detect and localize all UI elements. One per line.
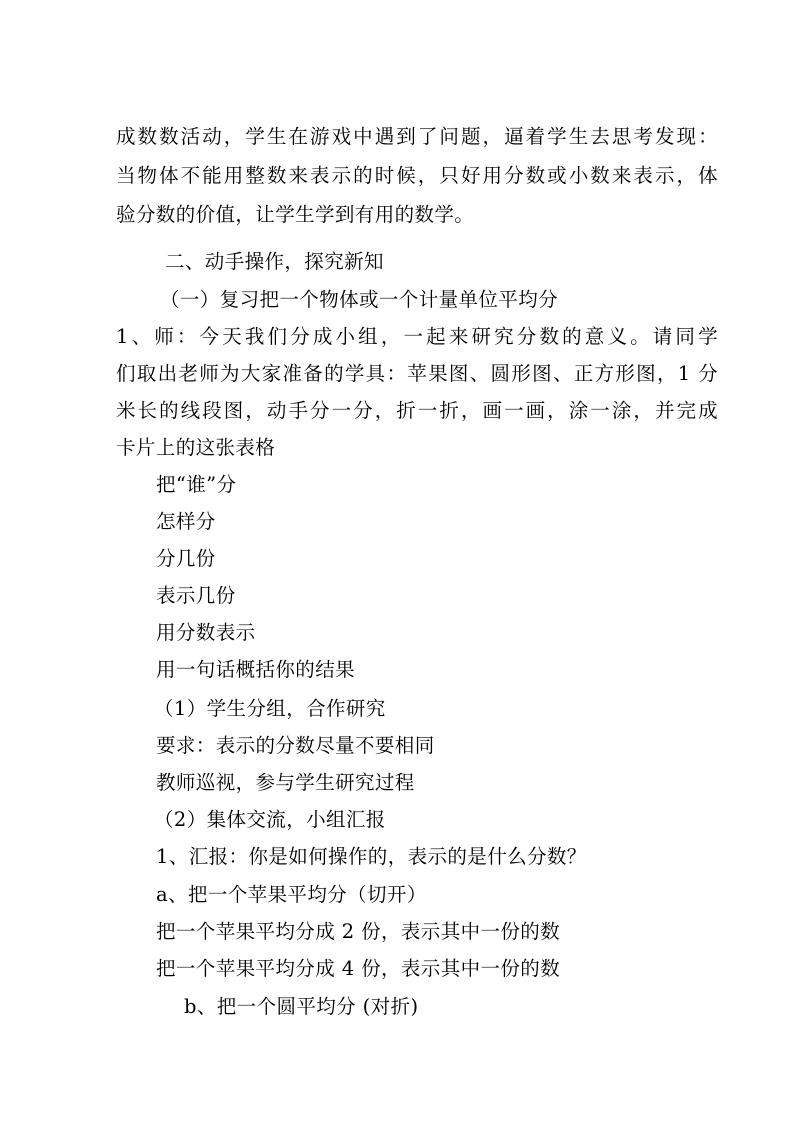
- paragraph-line: 1、师：今天我们分成小组，一起来研究分数的意义。请同学: [116, 325, 718, 348]
- paragraph-line: 成数数活动，学生在游戏中遇到了问题，逼着学生去思考发现：: [116, 125, 718, 148]
- paragraph-line: 卡片上的这张表格: [116, 436, 276, 459]
- paragraph-line: 当物体不能用整数来表示的时候，只好用分数或小数来表示，体: [116, 164, 718, 187]
- table-field-label: 用一句话概括你的结果: [156, 658, 356, 681]
- paragraph-line: 验分数的价值，让学生学到有用的数学。: [116, 203, 475, 226]
- paragraph-line: 把一个苹果平均分成 4 份，表示其中一份的数: [156, 957, 561, 980]
- paragraph-line: 把一个苹果平均分成 2 份，表示其中一份的数: [156, 920, 561, 943]
- paragraph-line: 要求：表示的分数尽量不要相同: [156, 734, 435, 757]
- paragraph-line: b、把一个圆平均分 (对折): [184, 995, 419, 1018]
- step-heading: （1）学生分组，合作研究: [154, 697, 386, 720]
- section-heading: 二、动手操作，探究新知: [165, 250, 384, 273]
- subsection-heading: （一）复习把一个物体或一个计量单位平均分: [160, 288, 559, 311]
- paragraph-line: 1、汇报：你是如何操作的，表示的是什么分数？: [156, 845, 587, 868]
- paragraph-line: 米长的线段图，动手分一分，折一折，画一画，涂一涂，并完成: [116, 399, 718, 422]
- table-field-label: 表示几份: [156, 584, 236, 607]
- step-heading: （2）集体交流，小组汇报: [154, 808, 386, 831]
- table-field-label: 用分数表示: [156, 621, 256, 644]
- paragraph-line: 教师巡视，参与学生研究过程: [156, 771, 415, 794]
- table-field-label: 怎样分: [156, 510, 216, 533]
- table-field-label: 分几份: [156, 547, 216, 570]
- paragraph-line: a、把一个苹果平均分（切开）: [156, 883, 427, 906]
- paragraph-line: 们取出老师为大家准备的学具：苹果图、圆形图、正方形图，1 分: [116, 362, 718, 385]
- table-field-label: 把“谁”分: [156, 473, 237, 496]
